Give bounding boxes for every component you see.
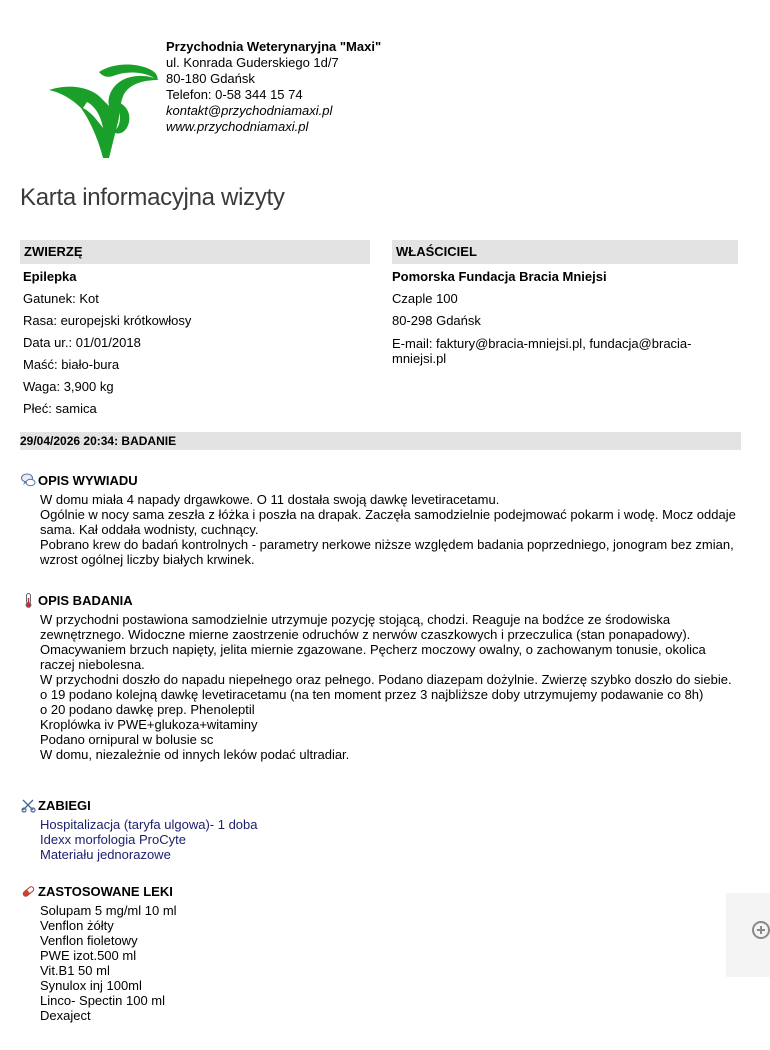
animal-weight: Waga: 3,900 kg — [23, 379, 114, 394]
thermometer-icon — [21, 593, 36, 608]
clinic-phone: Telefon: 0-58 344 15 74 — [166, 87, 303, 102]
drug-item: PWE izot.500 ml — [40, 948, 137, 963]
animal-species: Gatunek: Kot — [23, 291, 99, 306]
pill-icon — [21, 884, 36, 899]
clinic-info — [166, 39, 381, 135]
procedures-title: ZABIEGI — [38, 798, 91, 813]
owner-street: Czaple 100 — [392, 291, 458, 306]
drug-item: Venflon żółty — [40, 918, 114, 933]
animal-coat: Maść: biało-bura — [23, 357, 120, 372]
page-title: Karta informacyjna wizyty — [20, 184, 285, 211]
drug-item: Dexaject — [40, 1008, 91, 1023]
owner-city: 80-298 Gdańsk — [392, 313, 481, 328]
interview-section — [21, 470, 741, 567]
animal-breed: Rasa: europejski krótkowłosy — [23, 313, 192, 328]
clinic-city: 80-180 Gdańsk — [166, 71, 255, 86]
owner-details — [392, 266, 732, 366]
drug-item: Solupam 5 mg/ml 10 ml — [40, 903, 177, 918]
drugs-title: ZASTOSOWANE LEKI — [38, 884, 173, 899]
procedure-item: Hospitalizacja (taryfa ulgowa)- 1 doba — [40, 817, 258, 832]
owner-name: Pomorska Fundacja Bracia Mniejsi — [392, 269, 607, 284]
drug-item: Vit.B1 50 ml — [40, 963, 110, 978]
exam-line: o 20 podano dawkę prep. Phenoleptil — [40, 702, 255, 717]
clinic-logo — [47, 62, 162, 162]
exam-line: W przychodni postawiona samodzielnie utrzymuje pozycję stojącą, chodzi. Reaguje na bodźce ze środowiska zewnętrznego. Widoczne mierne zaostrzenie odruchów z nerwów czaszkowych i przeczulica (stan ponapadowy). — [40, 612, 691, 642]
animal-name: Epilepka — [23, 269, 77, 284]
animal-sex: Płeć: samica — [23, 401, 97, 416]
interview-line: Pobrano krew do badań kontrolnych - parametry nerkowe niższe względem badania poprzedniego, jonogram bez zmian, wzrost ogólnej liczby białych krwinek. — [40, 537, 738, 567]
exam-line: W domu, niezależnie od innych leków podać ultradiar. — [40, 747, 350, 762]
exam-line: W przychodni doszło do napadu niepełnego oraz pełnego. Podano diazepam dożylnie. Zwierzę szybko doszło do siebie. — [40, 672, 732, 687]
exam-section — [21, 590, 743, 762]
owner-email: E-mail: faktury@bracia-mniejsi.pl, fundacja@bracia-mniejsi.pl — [392, 336, 692, 366]
procedure-item: Materiału jednorazowe — [40, 847, 171, 862]
interview-title: OPIS WYWIADU — [38, 473, 138, 488]
clinic-name: Przychodnia Weterynaryjna "Maxi" — [166, 39, 382, 54]
plus-circle-icon[interactable] — [752, 921, 770, 939]
exam-title: OPIS BADANIA — [38, 593, 133, 608]
animal-birth-date: Data ur.: 01/01/2018 — [23, 335, 141, 350]
clinic-street: ul. Konrada Guderskiego 1d/7 — [166, 55, 339, 70]
drug-item: Linco- Spectin 100 ml — [40, 993, 166, 1008]
animal-details — [23, 266, 363, 420]
exam-line: o 19 podano kolejną dawkę levetiracetamu (na ten moment przez 3 najbliższe doby utrzymujemy podawanie co 8h) — [40, 687, 704, 702]
interview-line: W domu miała 4 napady drgawkowe. O 11 dostała swoją dawkę levetiracetamu. — [40, 492, 500, 507]
procedure-item: Idexx morfologia ProCyte — [40, 832, 186, 847]
exam-line: Podano ornipural w bolusie sc — [40, 732, 214, 747]
owner-section-header: WŁAŚCICIEL — [392, 240, 738, 264]
clinic-email[interactable]: kontakt@przychodniamaxi.pl — [166, 103, 333, 118]
side-zoom-button[interactable] — [726, 893, 770, 977]
drug-item: Synulox inj 100ml — [40, 978, 142, 993]
drug-item: Venflon fioletowy — [40, 933, 138, 948]
drugs-section — [21, 881, 721, 1023]
visit-header: 29/04/2026 20:34: BADANIE — [20, 432, 741, 450]
animal-section-header: ZWIERZĘ — [20, 240, 370, 264]
exam-line: Kroplówka iv PWE+glukoza+witaminy — [40, 717, 258, 732]
clinic-website[interactable]: www.przychodniamaxi.pl — [166, 119, 309, 134]
procedures-section — [21, 795, 721, 862]
chat-bubbles-icon — [21, 473, 36, 488]
interview-line: Ogólnie w nocy sama zeszła z łóżka i poszła na drapak. Zaczęła samodzielnie podejmować pokarm i wodę. Mocz oddaje sama. Kał oddała wodnisty, cuchnący. — [40, 507, 740, 537]
scissors-icon — [21, 798, 36, 813]
exam-line: Omacywaniem brzuch napięty, jelita miernie zgazowane. Pęcherz moczowy owalny, o zachowanym tonusie, okolica raczej niebolesna. — [40, 642, 710, 672]
